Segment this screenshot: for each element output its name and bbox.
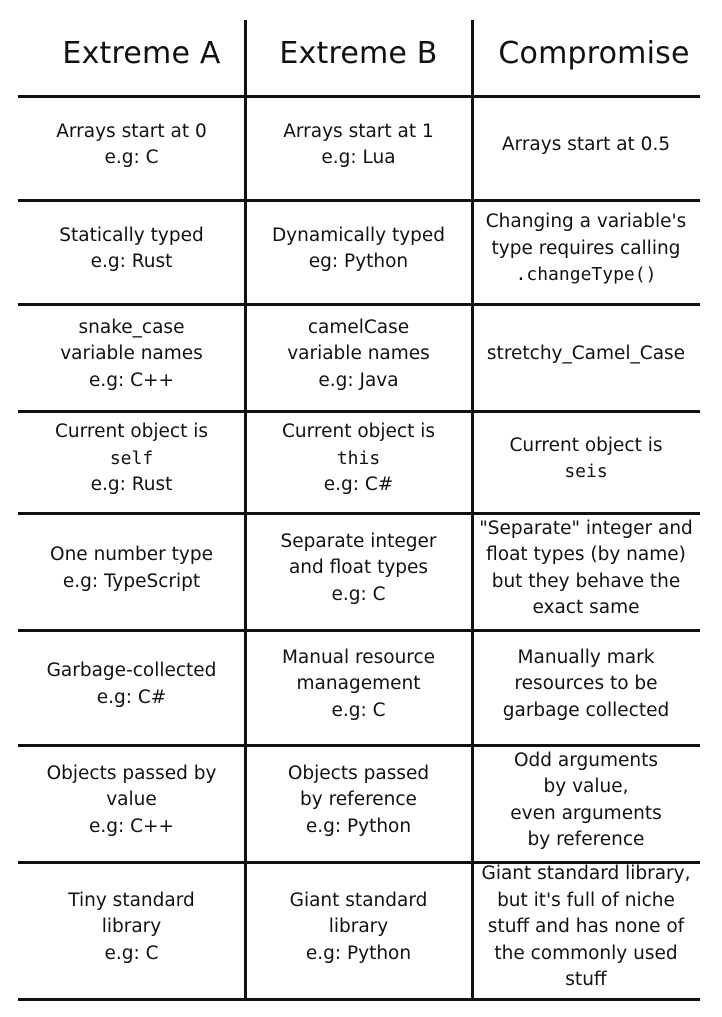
- cell-text-line: exact same: [532, 597, 640, 618]
- cell-text-line: but they behave the: [491, 570, 681, 592]
- cell-compromise: [472, 411, 700, 507]
- cell-text-line: camelCase: [307, 316, 410, 338]
- code-keyword: self: [109, 447, 154, 469]
- cell-extreme-a: [18, 630, 245, 739]
- cell-text-line: by reference: [300, 789, 417, 811]
- cell-compromise: [472, 862, 700, 993]
- cell-extreme-b: [245, 745, 472, 856]
- header-extreme-a: [28, 20, 255, 88]
- cell-text-line: e.g: Python: [305, 942, 412, 964]
- cell-text-line: but it's full of niche: [497, 889, 675, 911]
- cell-text-line: One number type: [50, 544, 213, 565]
- cell-text-line: management: [296, 673, 421, 695]
- cell-text-line: Tiny standard: [68, 889, 195, 911]
- cell-extreme-a: [18, 200, 245, 298]
- cell-extreme-a: [18, 96, 245, 194]
- cell-extreme-a: [18, 304, 245, 405]
- cell-text-line: stuff: [565, 969, 607, 991]
- cell-extreme-a: [18, 513, 245, 624]
- cell-text-line: Arrays start at 1: [283, 120, 434, 142]
- cell-text-line: Manual resource: [281, 646, 436, 668]
- cell-text-line: stuff and has none of: [487, 916, 685, 938]
- cell-text-line: library: [328, 916, 389, 938]
- cell-extreme-b: [245, 304, 472, 405]
- cell-text-line: Arrays start at 0: [56, 120, 207, 142]
- cell-text-line: e.g: C#: [96, 686, 167, 708]
- cell-text-line: Objects passed by: [46, 762, 217, 784]
- cell-compromise: [472, 630, 700, 739]
- cell-extreme-b: [245, 630, 472, 739]
- row-divider: [18, 998, 700, 1001]
- cell-text-line: Arrays start at 0.5: [501, 133, 671, 155]
- cell-text-line: eg: Python: [308, 251, 409, 272]
- cell-text-line: e.g: C: [331, 699, 386, 721]
- cell-text-line: garbage collected: [502, 699, 670, 721]
- cell-text-line: by value,: [543, 776, 629, 797]
- cell-text-line: float types (by name): [486, 544, 686, 565]
- cell-text-line: e.g: C: [104, 942, 159, 964]
- cell-text-line: Manually mark: [517, 646, 655, 668]
- cell-compromise: [472, 745, 700, 856]
- header-label: Extreme B: [279, 36, 438, 71]
- cell-text-line: resources to be: [514, 673, 658, 695]
- cell-compromise: [472, 200, 700, 298]
- cell-text-line: stretchy_Camel_Case: [486, 343, 686, 365]
- cell-text-line: Objects passed: [287, 762, 430, 784]
- cell-text-line: e.g: Java: [318, 369, 399, 391]
- cell-text-line: the commonly used: [494, 942, 678, 964]
- cell-text-line: variable names: [287, 343, 430, 365]
- cell-text-line: Giant standard: [289, 889, 428, 911]
- cell-text-line: Current object is: [281, 421, 436, 443]
- cell-text-line: variable names: [60, 343, 203, 365]
- cell-extreme-a: [18, 745, 245, 856]
- cell-text-line: e.g: Python: [305, 815, 412, 837]
- cell-extreme-b: [245, 411, 472, 507]
- cell-text-line: e.g: C: [331, 583, 386, 605]
- cell-extreme-b: [245, 862, 472, 993]
- header-extreme-b: [245, 20, 472, 88]
- cell-text-line: "Separate" integer and: [479, 517, 693, 539]
- cell-text-line: and float types: [288, 557, 429, 579]
- cell-text-line: e.g: Rust: [90, 251, 173, 272]
- cell-text-line: Statically typed: [59, 224, 204, 246]
- code-keyword: .changeType(): [515, 264, 657, 286]
- cell-text-line: e.g: Lua: [321, 147, 396, 168]
- cell-text-line: e.g: C++: [88, 369, 175, 391]
- cell-text-line: value: [106, 789, 157, 811]
- cell-extreme-b: [245, 96, 472, 194]
- header-label: Extreme A: [62, 36, 221, 71]
- code-keyword: this: [336, 447, 381, 469]
- cell-extreme-b: [245, 200, 472, 298]
- cell-text-line: Changing a variable's: [485, 211, 687, 233]
- cell-text-line: Garbage-collected: [46, 660, 217, 681]
- cell-extreme-b: [245, 513, 472, 624]
- cell-text-line: e.g: C#: [323, 474, 394, 496]
- cell-text-line: e.g: TypeScript: [62, 570, 201, 592]
- code-keyword: seis: [564, 461, 608, 482]
- cell-text-line: e.g: C++: [88, 815, 175, 837]
- cell-text-line: type requires calling: [491, 237, 681, 259]
- cell-compromise: [472, 513, 700, 624]
- cell-text-line: Odd arguments: [513, 749, 659, 771]
- cell-compromise: [472, 96, 700, 194]
- cell-text-line: e.g: Rust: [90, 474, 173, 496]
- cell-text-line: Dynamically typed: [271, 224, 446, 246]
- cell-extreme-a: [18, 411, 245, 507]
- cell-text-line: Separate integer: [280, 530, 437, 552]
- cell-text-line: Current object is: [54, 421, 209, 443]
- cell-text-line: by reference: [527, 829, 645, 850]
- cell-text-line: e.g: C: [104, 147, 159, 168]
- cell-text-line: even arguments: [510, 802, 662, 824]
- cell-text-line: Giant standard library,: [481, 863, 691, 885]
- cell-text-line: library: [101, 916, 162, 938]
- cell-compromise: [472, 304, 700, 405]
- cell-text-line: snake_case: [78, 316, 185, 338]
- cell-text-line: Current object is: [509, 434, 663, 456]
- header-label: Compromise: [498, 36, 690, 71]
- cell-extreme-a: [18, 862, 245, 993]
- header-compromise: [480, 20, 708, 88]
